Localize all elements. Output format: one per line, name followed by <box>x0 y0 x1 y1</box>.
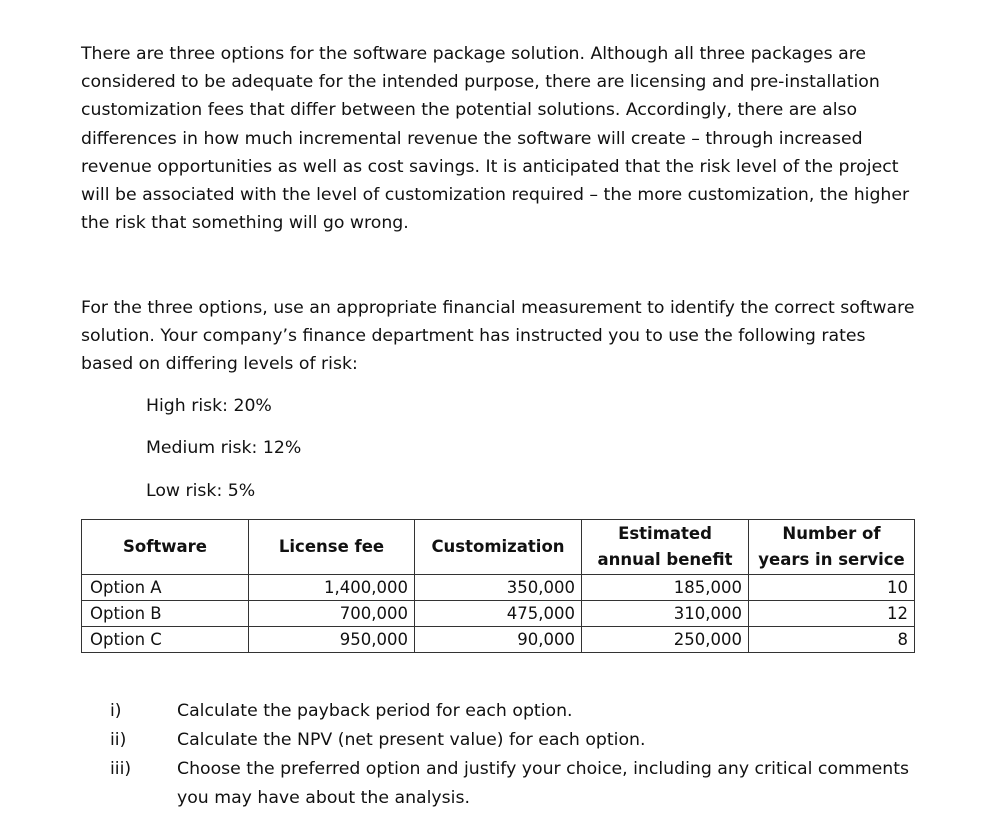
software-options-table <box>81 519 915 653</box>
instruction-paragraph: For the three options, use an appropriate financial measurement to identify the correct software solution. Your company’s finance department has instructed you to use the following rates based on differing levels of risk: <box>81 298 915 375</box>
cell-years: 10 <box>749 575 915 601</box>
question-text: Calculate the NPV (net present value) for each option. <box>177 730 646 750</box>
rate-high-risk: High risk: 20% <box>146 396 272 416</box>
cell-annual-benefit: 185,000 <box>582 575 749 601</box>
header-years-in-service: Number of years in service <box>749 520 915 575</box>
cell-customization: 350,000 <box>415 575 582 601</box>
cell-license-fee: 950,000 <box>249 627 415 653</box>
header-customization: Customization <box>415 520 582 575</box>
rate-medium-risk: Medium risk: 12% <box>146 438 302 458</box>
rate-low-risk: Low risk: 5% <box>146 481 256 501</box>
cell-customization: 90,000 <box>415 627 582 653</box>
cell-years: 12 <box>749 601 915 627</box>
question-number: ii) <box>110 730 127 750</box>
header-license-fee: License fee <box>249 520 415 575</box>
cell-license-fee: 700,000 <box>249 601 415 627</box>
cell-software: Option A <box>82 575 249 601</box>
question-text: Calculate the payback period for each option. <box>177 701 573 721</box>
cell-customization: 475,000 <box>415 601 582 627</box>
cell-annual-benefit: 310,000 <box>582 601 749 627</box>
question-text: Choose the preferred option and justify your choice, including any critical comments you may have about the analysis. <box>177 759 910 808</box>
cell-software: Option C <box>82 627 249 653</box>
table-header-row <box>82 520 915 575</box>
cell-software: Option B <box>82 601 249 627</box>
cell-years: 8 <box>749 627 915 653</box>
intro-paragraph: There are three options for the software package solution. Although all three packages are considered to be adequate for the intended purpose, there are licensing and pre-installation customization fees that differ between the potential solutions. Accordingly, there are also differences in how much incremental revenue the software will create – through increased revenue opportunities as well as cost savings. It is anticipated that the risk level of the project will be associated with the level of customization required – the more customization, the higher the risk that something will go wrong. <box>81 44 910 234</box>
header-estimated-annual-benefit: Estimated annual benefit <box>582 520 749 575</box>
table-row <box>82 601 915 627</box>
question-number: iii) <box>110 759 132 779</box>
question-number: i) <box>110 701 122 721</box>
header-software: Software <box>82 520 249 575</box>
table-row <box>82 627 915 653</box>
cell-annual-benefit: 250,000 <box>582 627 749 653</box>
cell-license-fee: 1,400,000 <box>249 575 415 601</box>
table-row <box>82 575 915 601</box>
